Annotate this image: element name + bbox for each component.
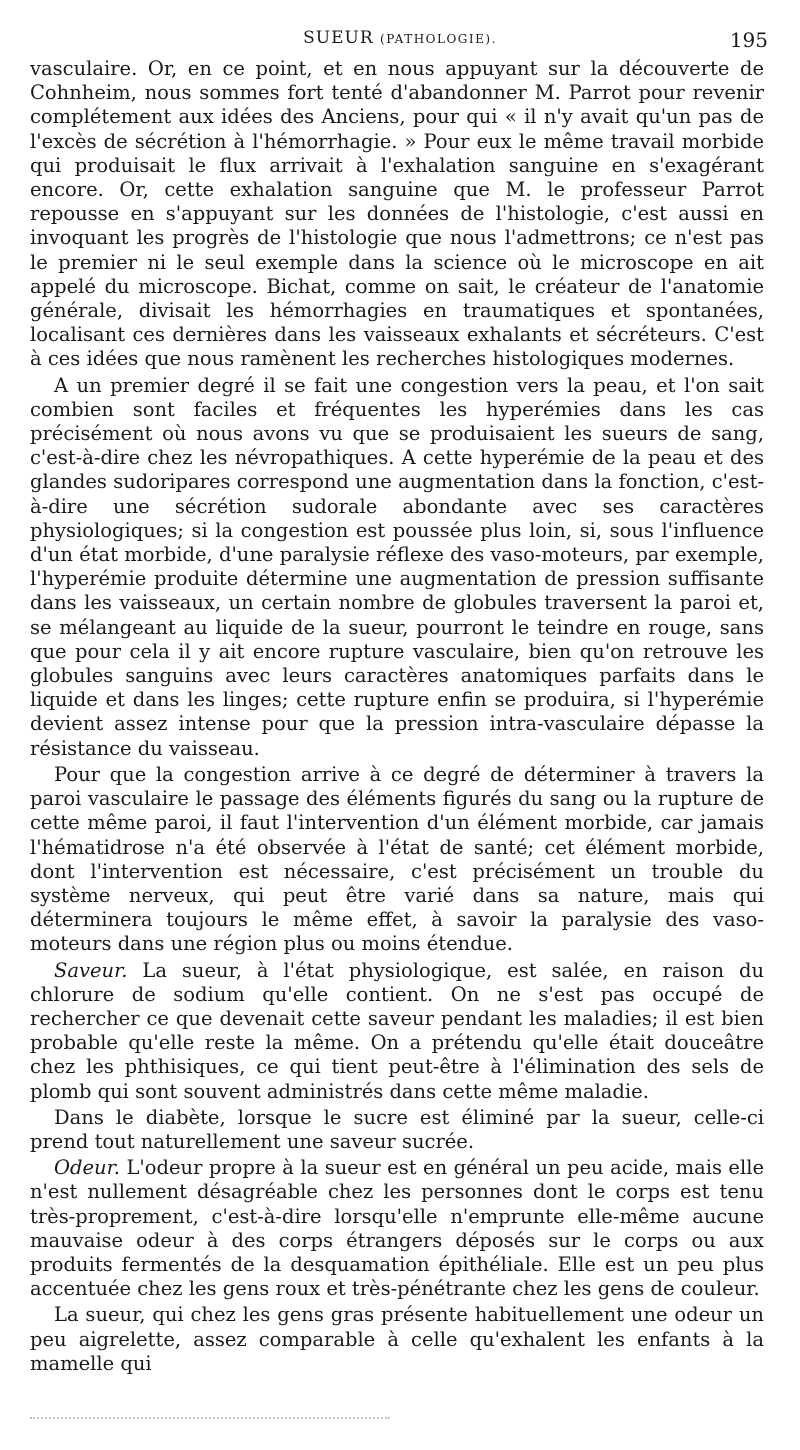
paragraph [30,763,764,957]
paragraph [30,57,764,372]
section-lead-saveur: Saveur. [54,958,128,982]
paragraph [30,1156,764,1301]
paragraph [30,959,764,1104]
body-text [30,57,764,1378]
paragraph-text: L'odeur propre à la sueur est en général un peu acide, mais elle n'est nullement désagréable chez les personnes dont le corps est tenu très-proprement, c'est-à-dire lorsqu'elle n'emprunte elle-même aucune mauvaise odeur à des corps étrangers déposés sur le corps ou aux produits fermentés de la desquamation épithéliale. Elle est un peu plus accentuée chez les gens roux et très-pénétrante chez les gens de couleur. [30,1156,764,1301]
header-main-title: SUEUR [303,28,374,48]
paragraph-text: Dans le diabète, lorsque le sucre est éliminé par la sueur, celle-ci prend tout naturellement une saveur sucrée. [30,1105,764,1153]
paragraph-text: Pour que la congestion arrive à ce degré de déterminer à travers la paroi vasculaire le passage des éléments figurés du sang ou la rupture de cette même paroi, il faut l'intervention d'un élément morbide, car jamais l'hématidrose n'a été observée à l'état de santé; cet élément morbide, dont l'intervention est nécessaire, c'est précisément un trouble du système nerveux, qui peut être varié dans sa nature, mais qui déterminera toujours le même effet, à savoir la paralysie des vaso-moteurs dans une région plus ou moins étendue. [30,762,764,956]
paragraph-text: La sueur, qui chez les gens gras présente habituellement une odeur un peu aigrelette, assez comparable à celle qu'exhalent les enfants à la mamelle qui [30,1303,764,1375]
page-number: 195 [729,28,768,52]
paragraph-text: La sueur, à l'état physiologique, est salée, en raison du chlorure de sodium qu'elle contient. On ne s'est pas occupé de rechercher ce que devenait cette saveur pendant les maladies; il est bien probable qu'elle reste la même. On a prétendu qu'elle était douceâtre chez les phthisiques, ce qui tient peut-être à l'élimination des sels de plomb qui sont souvent administrés dans cette même maladie. [30,958,764,1103]
header-title [30,28,770,48]
paragraph-text: vasculaire. Or, en ce point, et en nous appuyant sur la découverte de Cohnheim, nous sommes fort tenté d'abandonner M. Parrot pour revenir complétement aux idées des Anciens, pour qui « il n'y avait qu'un pas de l'excès de sécrétion à l'hémorrhagie. » Pour eux le même travail morbide qui produisait le flux arrivait à l'exhalation sanguine en s'exagérant encore. Or, cette exhalation sanguine que M. le professeur Parrot repousse en s'appuyant sur les données de l'histologie, c'est aussi en invoquant les progrès de l'histologie que nous l'admettrons; ce n'est pas le premier ni le seul exemple dans la science où le microscope en ait appelé du microscope. Bichat, comme on sait, le créateur de l'anatomie générale, divisait les hémorrhagies en traumatiques et spontanées, localisant ces dernières dans les vaisseaux exhalants et sécréteurs. C'est à ces idées que nous ramènent les recherches histologiques modernes. [30,57,764,371]
paragraph [30,1106,764,1154]
paragraph-text: A un premier degré il se fait une congestion vers la peau, et l'on sait combien sont faciles et fréquentes les hyperémies dans les cas précisément où nous avons vu que se produisaient les sueurs de sang, c'est-à-dire chez les névropathiques. A cette hyperémie de la peau et des glandes sudoripares correspond une augmentation dans la fonction, c'est-à-dire une sécrétion sudorale abondante avec ses caractères physiologiques; si la congestion est poussée plus loin, si, sous l'influence d'un état morbide, d'une paralysie réflexe des vaso-moteurs, par exemple, l'hyperémie produite détermine une augmentation de pression suffisante dans les vaisseaux, un certain nombre de globules traversent la paroi et, se mélangeant au liquide de la sueur, pourront le teindre en rouge, sans que pour cela il y ait encore rupture vasculaire, bien qu'on retrouve les globules sanguins avec leurs caractères anatomiques parfaits dans le liquide et dans les linges; cette rupture enfin se produira, si l'hyperémie devient assez intense pour que la pression intra-vasculaire dépasse la résistance du vaisseau. [30,373,764,760]
running-header [30,28,770,52]
page-bottom-artifact [30,1411,390,1419]
header-subtitle: (PATHOLOGIE). [380,32,497,46]
paragraph [30,1303,764,1376]
section-lead-odeur: Odeur. [54,1156,120,1180]
paragraph [30,374,764,761]
